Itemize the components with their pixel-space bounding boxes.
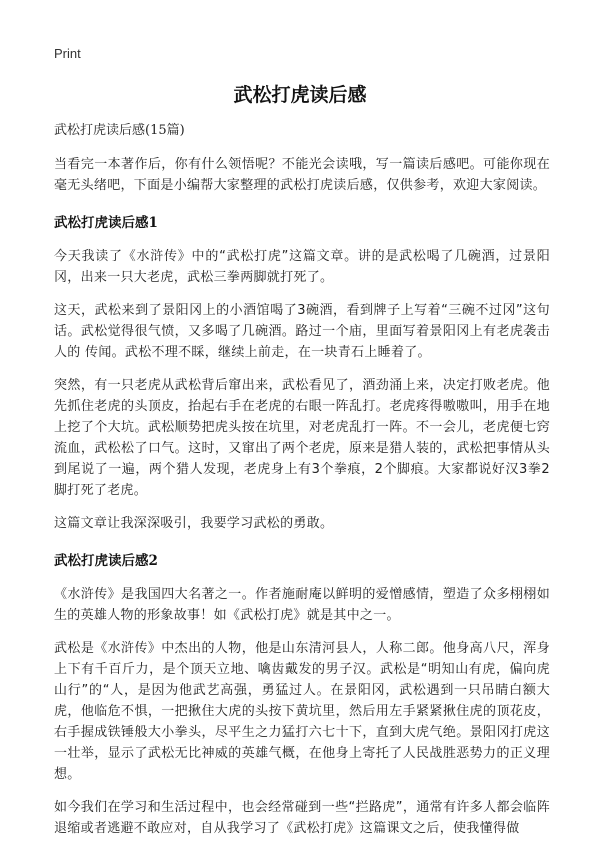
article-body	[54, 122, 550, 851]
section-1-paragraph-1: 今天我读了《水浒传》中的“武松打虎”这篇文章。讲的是武松喝了几碗酒，过景阳冈，出来一只大老虎，武松三拳两脚就打死了。	[54, 249, 550, 285]
print-link[interactable]: Print	[54, 46, 81, 61]
section-heading-1: 武松打虎读后感1	[54, 215, 158, 231]
section-1-paragraph-4: 这篇文章让我深深吸引，我要学习武松的勇敢。	[54, 516, 334, 531]
section-1-paragraph-3: 突然，有一只老虎从武松背后窜出来，武松看见了，酒劲涌上来，决定打败老虎。他先抓住老虎的头顶皮，抬起右手在老虎的右眼一阵乱打。老虎疼得嗷嗷叫，用手在地上挖了个大坑。武松顺势把虎头按在坑里，对老虎乱打一阵。不一会儿，老虎便七窍流血，武松松了口气。这时，又窜出了两个老虎，原来是猎人装的，武松把事情从头到尾说了一遍，两个猎人发现，老虎身上有3个拳痕，2个脚痕。大家都说好汉3拳2脚打死了老虎。	[54, 378, 550, 498]
section-2-paragraph-2: 武松是《水浒传》中杰出的人物，他是山东清河县人，人称二郎。他身高八尺，浑身上下有千百斤力，是个顶天立地、噙齿戴发的男子汉。武松是“明知山有虎，偏向虎山行”的“人，是因为他武艺高强，勇猛过人。在景阳冈，武松遇到一只吊睛白额大虎，他临危不惧，一把揪住大虎的头按下黄坑里，然后用左手紧紧揪住虎的顶花皮，右手握成铁锤般大小拳头，尽平生之力猛打六七十下，直到大虎气绝。景阳冈打虎这一壮举，显示了武松无比神威的英雄气概，在他身上寄托了人民战胜恶势力的正义理想。	[54, 641, 550, 782]
article-subtitle: 武松打虎读后感(15篇)	[54, 123, 185, 138]
section-2-paragraph-3: 如今我们在学习和生活过程中，也会经常碰到一些“拦路虎”，通常有许多人都会临阵退缩或者逃避不敢应对，自从我学习了《武松打虎》这篇课文之后，使我懂得做	[54, 800, 550, 836]
page-title: 武松打虎读后感	[233, 84, 367, 106]
section-1-paragraph-2: 这天，武松来到了景阳冈上的小酒馆喝了3碗酒，看到牌子上写着“三碗不过冈”这句话。武松觉得很气愤，又多喝了几碗酒。路过一个庙，里面写着景阳冈上有老虎袭击人的 传闻。武松不理不睬，继续上前走，在一块青石上睡着了。	[54, 303, 550, 360]
section-2-paragraph-1: 《水浒传》是我国四大名著之一。作者施耐庵以鲜明的爱憎感情，塑造了众多栩栩如生的英雄人物的形象故事！如《武松打虎》就是其中之一。	[54, 587, 550, 623]
section-heading-2: 武松打虎读后感2	[54, 553, 158, 569]
intro-paragraph: 当看完一本著作后，你有什么领悟呢？不能光会读哦，写一篇读后感吧。可能你现在毫无头绪吧，下面是小编帮大家整理的武松打虎读后感，仅供参考，欢迎大家阅读。	[54, 157, 550, 193]
